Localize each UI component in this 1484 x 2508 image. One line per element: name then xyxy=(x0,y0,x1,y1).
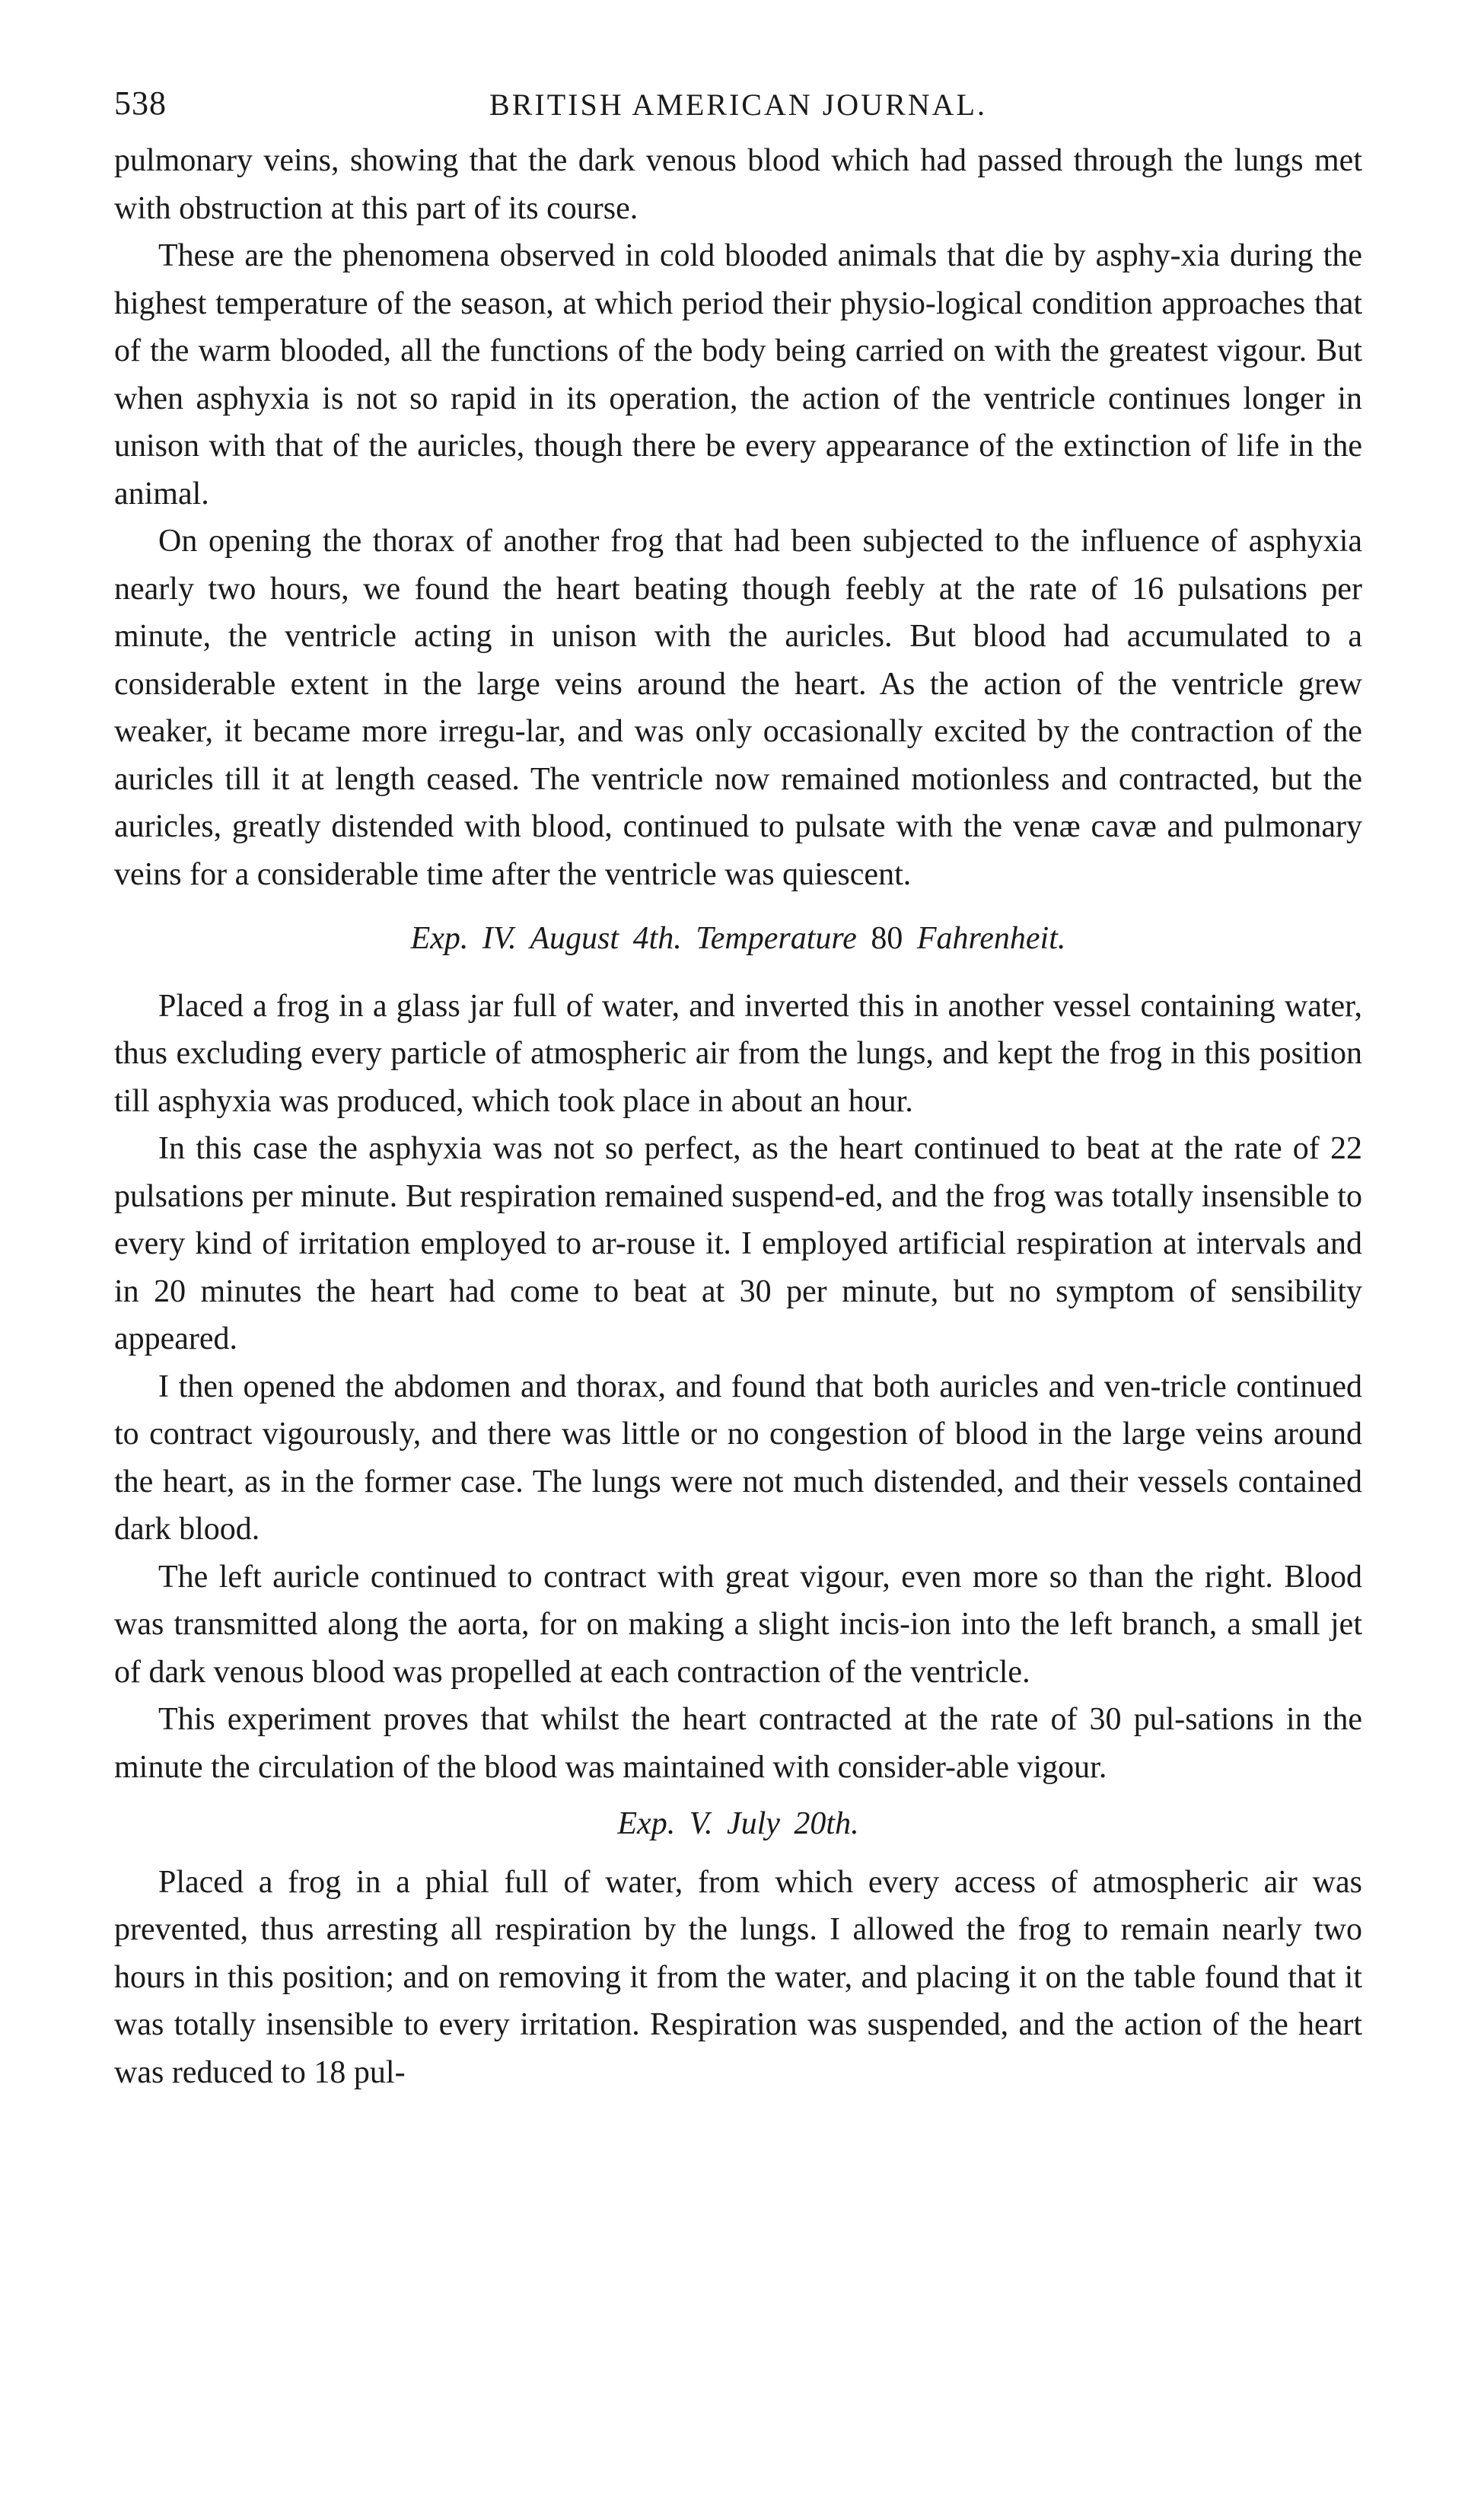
body-text xyxy=(114,137,1362,2096)
paragraph-continued: pulmonary veins, showing that the dark venous blood which had passed through the lungs met with obstruction at this part of its course. xyxy=(114,143,1362,226)
paragraph: In this case the asphyxia was not so perfect, as the heart continued to beat at the rate of 22 pulsations per minute. But respiration remained suspend-ed, and the frog was totally insensible to every kind of irritation employed to ar-rouse it. I employed artificial respiration at intervals and in 20 minutes the heart had come to beat at 30 per minute, but no symptom of sensibility appeared. xyxy=(114,1131,1362,1356)
experiment-5-date: July 20th. xyxy=(726,1806,859,1841)
paragraph: I then opened the abdomen and thorax, and found that both auricles and ven-tricle continued to contract vigourously, and there was little or no congestion of blood in the large veins around the heart, as in the former case. The lungs were not much distended, and their vessels contained dark blood. xyxy=(114,1369,1362,1547)
journal-page xyxy=(114,76,1362,2096)
paragraph: On opening the thorax of another frog that had been subjected to the influence of asphyxia nearly two hours, we found the heart beating though feebly at the rate of 16 pulsations per minute, the ventricle acting in unison with the auricles. But blood had accumulated to a considerable extent in the large veins around the heart. As the action of the ventricle grew weaker, it became more irregu-lar, and was only occasionally excited by the contraction of the auricles till it at length ceased. The ventricle now remained motionless and contracted, but the auricles, greatly distended with blood, continued to pulsate with the venæ cavæ and pulmonary veins for a considerable time after the ventricle was quiescent. xyxy=(114,524,1362,892)
experiment-4-temperature-label: Temperature xyxy=(696,921,857,956)
paragraph: Placed a frog in a glass jar full of water, and inverted this in another vessel containing water, thus excluding every particle of atmospheric air from the lungs, and kept the frog in this position till asphyxia was produced, which took place in about an hour. xyxy=(114,988,1362,1119)
paragraph: Placed a frog in a phial full of water, from which every access of atmospheric air was prevented, thus arresting all respiration by the lungs. I allowed the frog to remain nearly two hours in this position; and on removing it from the water, and placing it on the table found that it was totally insensible to every irritation. Respiration was suspended, and the action of the heart was reduced to 18 pul- xyxy=(114,1864,1362,2090)
running-head: BRITISH AMERICAN JOURNAL. xyxy=(489,88,987,122)
experiment-4-temperature-unit: Fahrenheit. xyxy=(916,921,1066,956)
experiment-4-temperature-value: 80 xyxy=(871,921,903,956)
paragraph: These are the phenomena observed in cold blooded animals that die by asphy-xia during the highest temperature of the season, at which period their physio-logical condition approaches that of the warm blooded, all the functions of the body being carried on with the greatest vigour. But when asphyxia is not so rapid in its operation, the action of the ventricle continues longer in unison with that of the auricles, though there be every appearance of the extinction of life in the animal. xyxy=(114,238,1362,511)
paragraph: This experiment proves that whilst the heart contracted at the rate of 30 pul-sations in the minute the circulation of the blood was maintained with consider-able vigour. xyxy=(114,1702,1362,1785)
experiment-4-heading xyxy=(114,915,1362,963)
experiment-5-label: Exp. V. xyxy=(617,1806,713,1841)
paragraph: The left auricle continued to contract with great vigour, even more so than the right. Blood was transmitted along the aorta, for on making a slight incis-ion into the left branch, a small jet of dark venous blood was propelled at each contraction of the ventricle. xyxy=(114,1559,1362,1690)
experiment-4-label: Exp. IV. xyxy=(410,921,517,956)
experiment-5-heading xyxy=(114,1800,1362,1848)
experiment-4-date: August 4th. xyxy=(530,921,682,956)
page-header xyxy=(114,76,1362,137)
page-number: 538 xyxy=(114,84,167,122)
